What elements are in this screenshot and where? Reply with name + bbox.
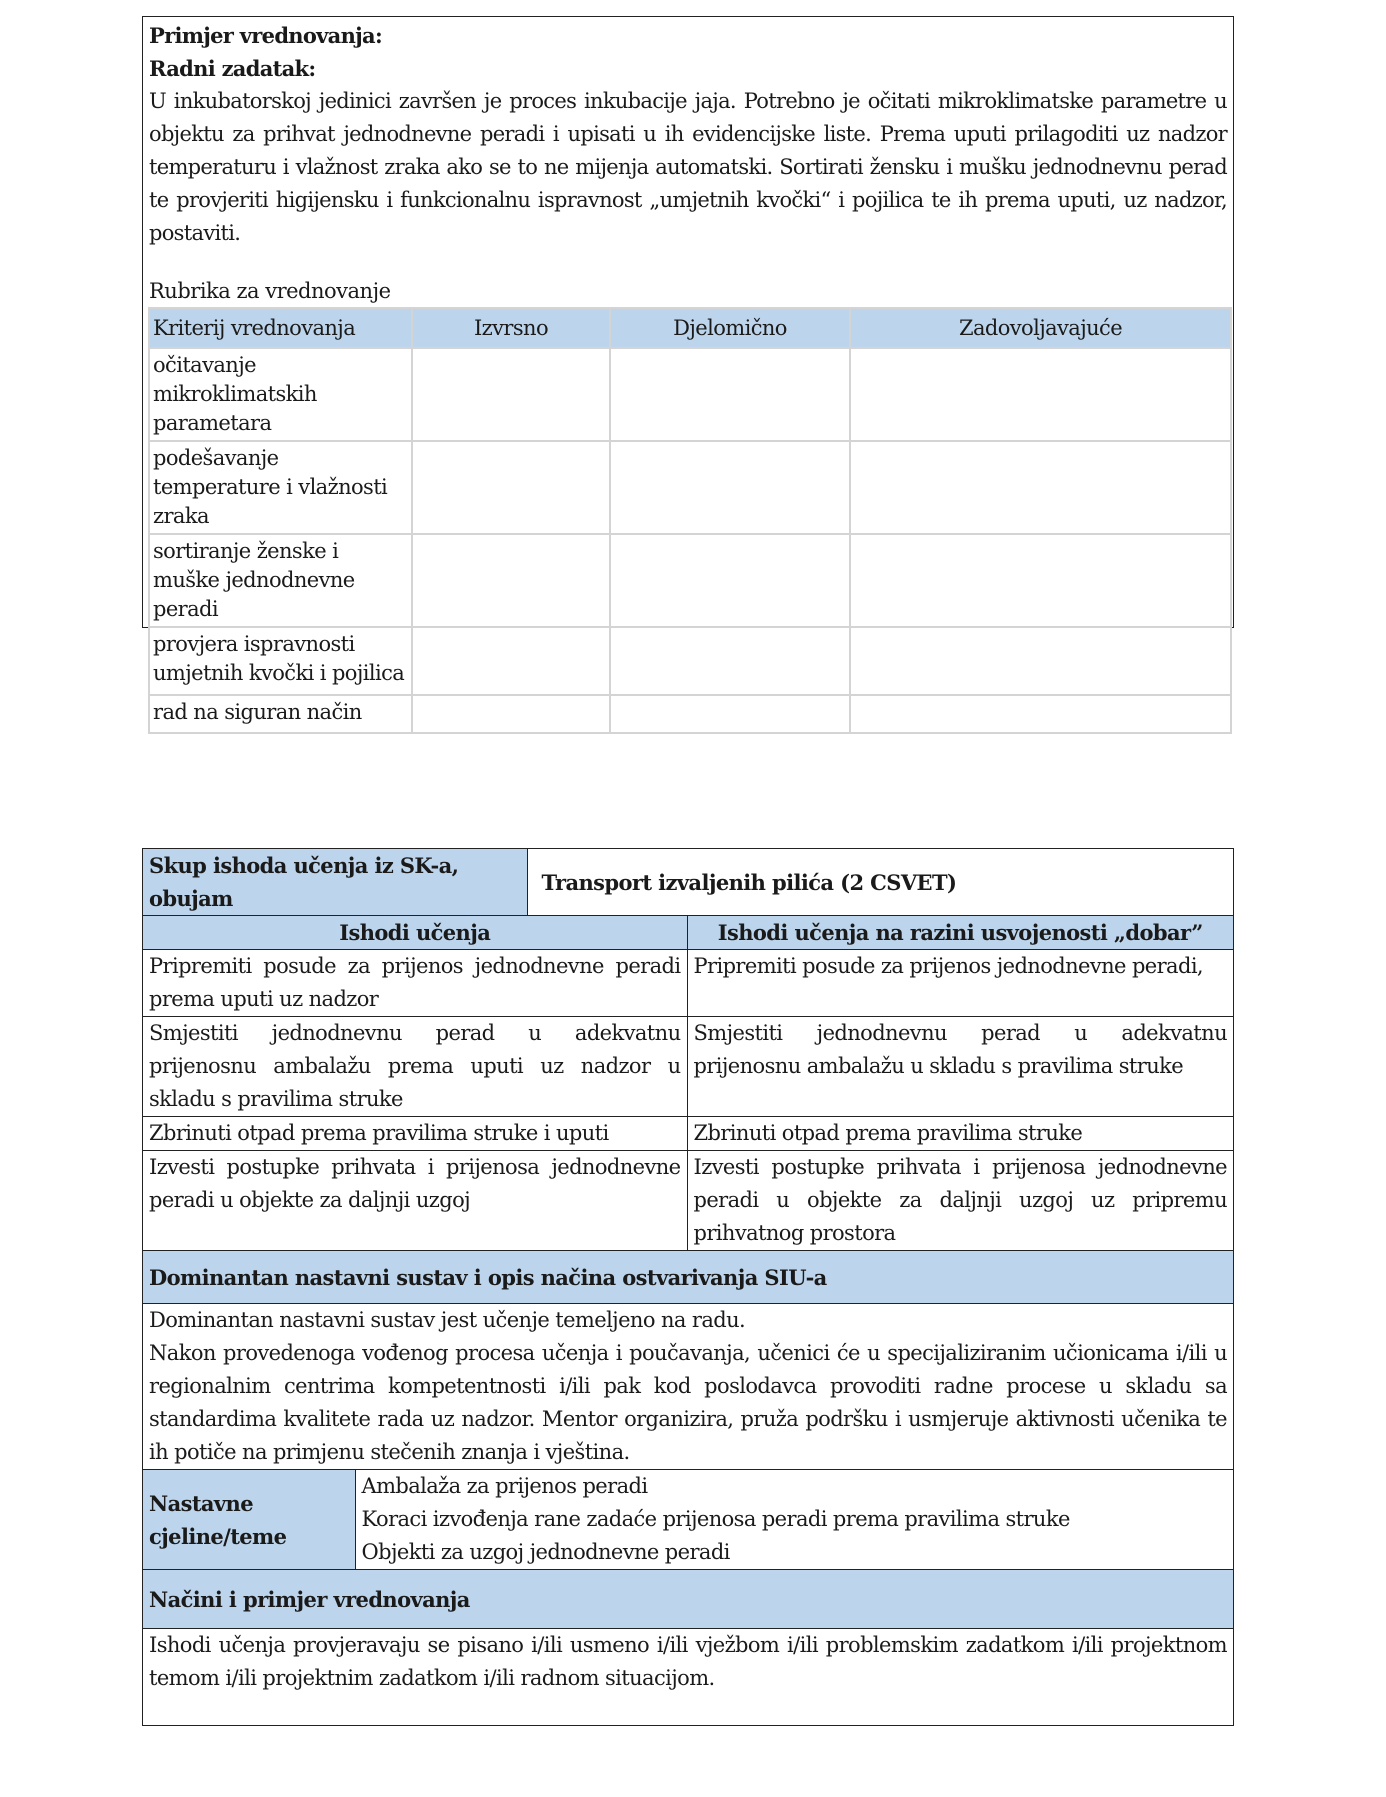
rubric-criterion: podešavanje temperature i vlažnosti zraka — [149, 441, 412, 534]
rubric-row — [149, 627, 1231, 695]
topics-list — [355, 1470, 1233, 1570]
rubric-table — [148, 307, 1232, 734]
outcome-text: Pripremiti posude za prijenos jednodnevne peradi prema uputi uz nadzor — [143, 950, 687, 1017]
dominant-system-heading: Dominantan nastavni sustav i opis načina ostvarivanja SIU-a — [143, 1251, 1233, 1304]
rubric-cell — [412, 348, 610, 441]
rubric-criterion: provjera ispravnosti umjetnih kvočki i pojilica — [149, 627, 412, 695]
task-heading: Radni zadatak: — [149, 56, 316, 81]
good-level-text: Izvesti postupke prihvata i prijenosa jednodnevne peradi u objekte za daljnji uzgoj uz pripremu prihvatnog prostora — [687, 1151, 1233, 1251]
rubric-row — [149, 695, 1231, 733]
rubric-cell — [850, 695, 1231, 733]
rubric-header-criterion: Kriterij vrednovanja — [149, 308, 412, 348]
good-level-text: Smjestiti jednodnevnu perad u adekvatnu prijenosnu ambalažu u skladu s pravilima struke — [687, 1017, 1233, 1117]
topic-item: Objekti za uzgoj jednodnevne peradi — [361, 1540, 730, 1564]
rubric-row — [149, 534, 1231, 627]
evaluation-methods-text: Ishodi učenja provjeravaju se pisano i/ili usmeno i/ili vježbom i/ili problemskim zadatkom i/ili projektnom temom i/ili projektnim zadatkom i/ili radnom situacijom. — [143, 1629, 1233, 1730]
dominant-system-description: Nakon provedenoga vođenog procesa učenja i poučavanja, učenici će u specijaliziranim učionicama i/ili u regionalnim centrima kompetentnosti i/ili pak kod poslodavca provoditi radne procese u skladu sa standardima kvalitete rada uz nadzor. Mentor organizira, pruža podršku i usmjeruje aktivnosti učenika te ih potiče na primjenu stečenih znanja i vještina. — [149, 1341, 1227, 1464]
evaluation-text-row — [143, 1629, 1233, 1730]
topic-item: Koraci izvođenja rane zadaće prijenosa peradi prema pravilima struke — [361, 1507, 1070, 1531]
topics-label — [143, 1470, 355, 1570]
evaluation-heading-row — [143, 1570, 1233, 1629]
rubric-criterion: sortiranje ženske i muške jednodnevne peradi — [149, 534, 412, 627]
rubric-cell — [412, 695, 610, 733]
rubric-row — [149, 441, 1231, 534]
rubric-row — [149, 348, 1231, 441]
outcome-text: Izvesti postupke prihvata i prijenosa jednodnevne peradi u objekte za daljnji uzgoj — [143, 1151, 687, 1251]
task-description: U inkubatorskoj jedinici završen je proces inkubacije jaja. Potrebno je očitati mikroklimatske parametre u objektu za prihvat jednodnevne peradi i upisati u ih evidencijske liste. Prema uputi prilagoditi uz nadzor temperaturu i vlažnost zraka ako se to ne mijenja automatski. Sortirati žensku i mušku jednodnevnu perad te provjeriti higijensku i funkcionalnu ispravnost „umjetnih kvočki“ i pojilica te ih prema uputi, uz nadzor, postaviti. — [149, 89, 1227, 245]
outcome-set-label: Skup ishoda učenja iz SK-a, obujam — [143, 849, 527, 916]
evaluation-example-box — [142, 16, 1234, 724]
outcome-row — [143, 1117, 1233, 1151]
rubric-header-row — [149, 308, 1231, 348]
dominant-system-row — [143, 1304, 1233, 1470]
dominant-system-heading-row — [143, 1251, 1233, 1304]
outcomes-header-row — [143, 916, 1233, 950]
outcomes-column-header: Ishodi učenja — [143, 916, 687, 950]
outcome-row — [143, 1151, 1233, 1251]
rubric-cell — [610, 441, 850, 534]
rubric-label: Rubrika za vrednovanje — [149, 279, 391, 303]
rubric-cell — [610, 695, 850, 733]
outcome-row — [143, 1017, 1233, 1117]
rubric-cell — [412, 627, 610, 695]
outcome-text: Smjestiti jednodnevnu perad u adekvatnu prijenosnu ambalažu prema uputi uz nadzor u skladu s pravilima struke — [143, 1017, 687, 1117]
rubric-criterion: očitavanje mikroklimatskih parametara — [149, 348, 412, 441]
learning-outcomes-box — [142, 848, 1234, 1726]
topic-item: Ambalaža za prijenos peradi — [361, 1474, 648, 1498]
rubric-cell — [850, 441, 1231, 534]
rubric-cell — [610, 627, 850, 695]
topics-label-line: Nastavne — [149, 1490, 253, 1516]
good-level-column-header: Ishodi učenja na razini usvojenosti „dobar” — [687, 916, 1233, 950]
rubric-criterion: rad na siguran način — [149, 695, 412, 733]
rubric-cell — [610, 534, 850, 627]
good-level-text: Pripremiti posude za prijenos jednodnevne peradi, — [687, 950, 1233, 1017]
evaluation-methods-heading: Načini i primjer vrednovanja — [143, 1570, 1233, 1629]
rubric-cell — [412, 441, 610, 534]
good-level-text: Zbrinuti otpad prema pravilima struke — [687, 1117, 1233, 1151]
outcome-set-row — [143, 849, 1233, 916]
rubric-cell — [850, 627, 1231, 695]
rubric-cell — [850, 534, 1231, 627]
rubric-cell — [412, 534, 610, 627]
rubric-header-partial: Djelomično — [610, 308, 850, 348]
outcome-text: Zbrinuti otpad prema pravilima struke i uputi — [143, 1117, 687, 1151]
topics-row — [143, 1470, 1233, 1570]
outcome-set-value: Transport izvaljenih pilića (2 CSVET) — [527, 849, 1233, 916]
rubric-cell — [850, 348, 1231, 441]
rubric-header-excellent: Izvrsno — [412, 308, 610, 348]
rubric-cell — [610, 348, 850, 441]
dominant-system-cell — [143, 1304, 1233, 1470]
evaluation-heading: Primjer vrednovanja: — [149, 23, 383, 48]
rubric-header-satisfactory: Zadovoljavajuće — [850, 308, 1231, 348]
dominant-system-intro: Dominantan nastavni sustav jest učenje temeljeno na radu. — [149, 1308, 746, 1332]
learning-outcomes-table — [143, 849, 1233, 1729]
topics-label-line: cjeline/teme — [149, 1523, 287, 1549]
outcome-row — [143, 950, 1233, 1017]
